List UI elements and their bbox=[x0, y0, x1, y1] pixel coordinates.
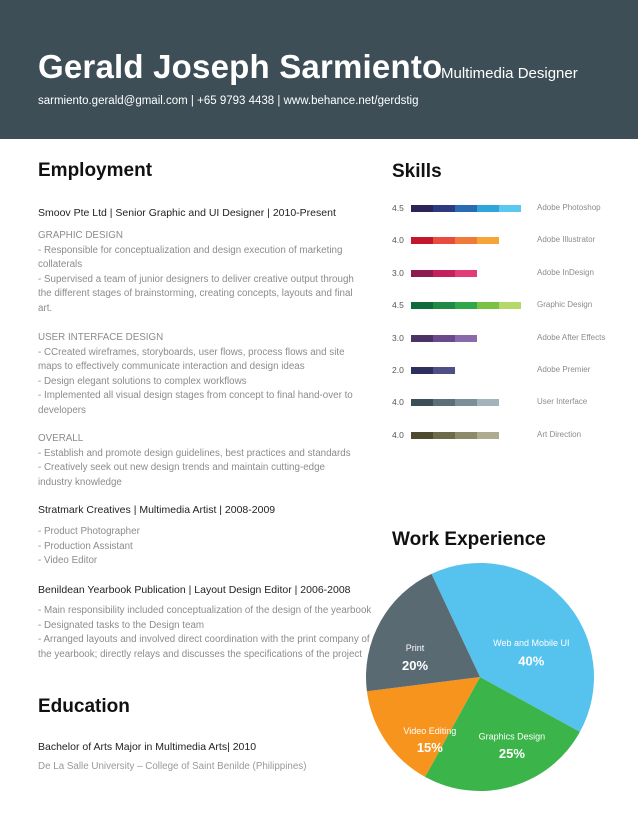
skill-name: User Interface bbox=[537, 397, 588, 407]
skill-name: Adobe InDesign bbox=[537, 267, 594, 277]
duty-line: - Establish and promote design guidelines, best practices and standards bbox=[38, 447, 351, 459]
skill-bar-segment bbox=[433, 432, 455, 439]
section-subheading: GRAPHIC DESIGN bbox=[38, 230, 123, 241]
skill-bar-segment bbox=[499, 302, 521, 309]
pie-slice-percent: 25% bbox=[498, 745, 525, 761]
skill-rating: 4.0 bbox=[392, 397, 404, 408]
duty-line: maps to effectively communicate interaction and design ideas bbox=[38, 361, 305, 373]
pie-slice-label: Video Editing bbox=[403, 726, 457, 736]
job-title: Multimedia Designer bbox=[441, 65, 578, 82]
duty-line: - Supervised a team of junior designers to deliver creative output through bbox=[38, 273, 354, 285]
job-title-smoov: Smoov Pte Ltd | Senior Graphic and UI Designer | 2010-Present bbox=[38, 207, 336, 219]
skill-bar-segment bbox=[477, 399, 499, 406]
pie-slice-label: Print bbox=[405, 642, 425, 653]
skill-level-bar bbox=[411, 205, 521, 212]
skill-row bbox=[392, 267, 632, 282]
skill-bar-segment bbox=[411, 237, 433, 244]
job-title-stratmark: Stratmark Creatives | Multimedia Artist | 2008-2009 bbox=[38, 504, 276, 516]
duty-line: - Video Editor bbox=[38, 555, 98, 567]
skill-rating: 4.5 bbox=[392, 300, 404, 311]
skill-level-bar bbox=[411, 302, 521, 309]
section-subheading: USER INTERFACE DESIGN bbox=[38, 332, 164, 343]
stratmark-duties bbox=[38, 525, 378, 569]
section-subheading: OVERALL bbox=[38, 433, 84, 444]
skills-heading: Skills bbox=[392, 161, 442, 182]
skill-bar-segment bbox=[433, 399, 455, 406]
skill-level-bar bbox=[411, 237, 499, 244]
skill-name: Adobe Photoshop bbox=[537, 203, 601, 212]
contact-line bbox=[38, 95, 418, 107]
education-heading: Education bbox=[38, 696, 130, 717]
skill-rating: 3.0 bbox=[392, 332, 404, 343]
skill-row bbox=[392, 205, 632, 217]
skill-name: Adobe Illustrator bbox=[537, 235, 596, 245]
separator: | bbox=[187, 95, 198, 107]
pie-slice-percent: 15% bbox=[416, 740, 443, 756]
skill-bar-segment bbox=[455, 237, 477, 244]
pie-slice-percent: 20% bbox=[402, 658, 429, 674]
skill-rating: 3.0 bbox=[392, 267, 404, 278]
skill-row bbox=[392, 237, 632, 249]
skill-row bbox=[392, 302, 632, 314]
skill-bar-segment bbox=[411, 205, 433, 212]
skill-bar-segment bbox=[455, 270, 477, 277]
duty-line: - Designated tasks to the Design team bbox=[38, 619, 205, 631]
separator: | bbox=[274, 95, 284, 107]
website-link[interactable]: www.behance.net/gerdstig bbox=[283, 95, 419, 107]
skill-rating: 4.0 bbox=[392, 235, 404, 246]
skill-bar-segment bbox=[477, 237, 499, 244]
duty-line: - Main responsibility included conceptualization of the design of the yearbook bbox=[38, 605, 372, 616]
skill-level-bar bbox=[411, 270, 477, 277]
duty-line: - Production Assistant bbox=[38, 540, 133, 552]
duty-line: collaterals bbox=[38, 259, 83, 271]
skill-bar-segment bbox=[411, 399, 433, 406]
skill-name: Adobe Premier bbox=[537, 365, 591, 374]
skill-rating: 4.0 bbox=[392, 429, 404, 440]
skill-bar-segment bbox=[433, 205, 455, 212]
skill-bar-segment bbox=[477, 205, 499, 212]
skill-bar-segment bbox=[433, 270, 455, 277]
skill-row bbox=[392, 332, 632, 347]
skill-bar-segment bbox=[433, 237, 455, 244]
skill-bar-segment bbox=[455, 432, 477, 439]
duty-line: the different stages of brainstorming, creating concepts, layouts and final bbox=[38, 288, 353, 300]
duty-line: - Product Photographer bbox=[38, 526, 140, 537]
person-name: Gerald Joseph Sarmiento bbox=[38, 48, 443, 85]
skill-level-bar bbox=[411, 432, 499, 439]
school-name: De La Salle University – College of Saint Benilde (Philippines) bbox=[38, 761, 307, 772]
skill-name: Art Direction bbox=[537, 429, 582, 439]
skill-bar-segment bbox=[411, 432, 433, 439]
duty-line: - Creatively seek out new design trends and maintain cutting-edge bbox=[38, 462, 325, 474]
duty-line: art. bbox=[38, 302, 53, 314]
skill-level-bar bbox=[411, 399, 499, 406]
phone-number: +65 9793 4438 bbox=[197, 95, 275, 107]
skill-bar-segment bbox=[477, 432, 499, 439]
skill-bar-segment bbox=[411, 302, 433, 309]
header-banner bbox=[0, 0, 638, 139]
skill-bar-segment bbox=[411, 270, 433, 277]
email-link[interactable]: sarmiento.gerald@gmail.com bbox=[38, 95, 188, 107]
skill-name: Graphic Design bbox=[537, 300, 593, 310]
skill-row bbox=[392, 367, 632, 379]
skill-bar-segment bbox=[455, 399, 477, 406]
duty-line: - CCreated wireframes, storyboards, user flows, process flows and site bbox=[38, 346, 345, 358]
duty-line: industry knowledge bbox=[38, 476, 122, 488]
work-experience-heading: Work Experience bbox=[392, 529, 546, 550]
pie-slice-label: Graphics Design bbox=[478, 731, 546, 742]
pie-slice-label: Web and Mobile UI bbox=[493, 638, 570, 649]
skill-bar-segment bbox=[477, 302, 499, 309]
degree: Bachelor of Arts Major in Multimedia Arts| 2010 bbox=[38, 741, 257, 753]
skill-bar-segment bbox=[411, 367, 433, 374]
overall-section bbox=[38, 432, 378, 490]
skill-level-bar bbox=[411, 367, 455, 374]
skill-row bbox=[392, 429, 632, 444]
graphic-design-section bbox=[38, 229, 378, 317]
ui-design-section bbox=[38, 331, 378, 419]
skill-bar-segment bbox=[433, 367, 455, 374]
employment-heading: Employment bbox=[38, 160, 153, 181]
work-experience-pie-chart bbox=[355, 560, 605, 810]
skill-bar-segment bbox=[433, 302, 455, 309]
duty-line: - Arranged layouts and involved direct coordination with the print company of bbox=[38, 634, 370, 646]
skill-bar-segment bbox=[411, 335, 433, 342]
duty-line: - Design elegant solutions to complex workflows bbox=[38, 375, 247, 387]
duty-line: - Implemented all visual design stages from concept to final hand-over to bbox=[38, 390, 353, 402]
skill-bar-segment bbox=[433, 335, 455, 342]
skill-bar-segment bbox=[455, 205, 477, 212]
skill-bar-segment bbox=[499, 205, 521, 212]
skill-name: Adobe After Effects bbox=[537, 332, 606, 342]
skill-rating: 2.0 bbox=[392, 365, 404, 375]
skill-bar-segment bbox=[455, 302, 477, 309]
job-title-benildean: Benildean Yearbook Publication | Layout Design Editor | 2006-2008 bbox=[38, 584, 351, 596]
duty-line: developers bbox=[38, 404, 86, 416]
pie-slice-percent: 40% bbox=[518, 653, 545, 669]
skill-level-bar bbox=[411, 335, 477, 342]
skill-rating: 4.5 bbox=[392, 203, 404, 213]
benildean-duties bbox=[38, 604, 378, 662]
skill-bar-segment bbox=[455, 335, 477, 342]
duty-line: the yearbook; directly relays and discusses the specifications of the project bbox=[38, 648, 363, 660]
skill-row bbox=[392, 399, 632, 411]
duty-line: - Responsible for conceptualization and design execution of marketing bbox=[38, 244, 343, 256]
